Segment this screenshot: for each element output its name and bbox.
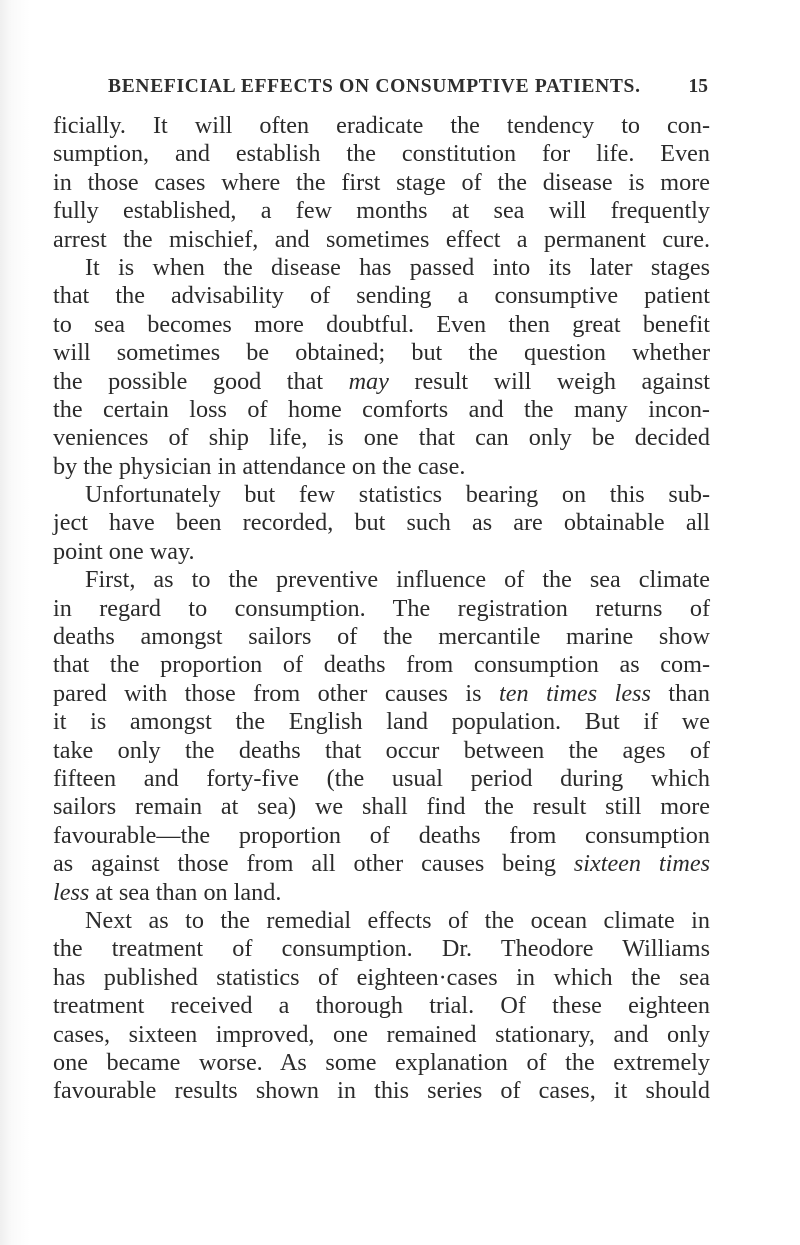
text-line: First, as to the preventive influence of the sea climate bbox=[85, 566, 710, 594]
text-segment: the possible good that bbox=[53, 367, 349, 395]
text-line: the treatment of consumption. Dr. Theodore Williams bbox=[53, 935, 710, 963]
text-line: by the physician in attendance on the case. bbox=[53, 452, 466, 480]
italic-emphasis: ten times less bbox=[499, 679, 651, 707]
text-line: will sometimes be obtained; but the question whether bbox=[53, 339, 710, 367]
text-line: that the advisability of sending a consumptive patient bbox=[53, 282, 710, 310]
text-line: fully established, a few months at sea will frequently bbox=[53, 197, 710, 225]
text-line: treatment received a thorough trial. Of these eighteen bbox=[53, 992, 710, 1020]
text-line: ficially. It will often eradicate the tendency to con- bbox=[53, 112, 710, 139]
italic-emphasis: sixteen times bbox=[573, 850, 710, 878]
text-line: veniences of ship life, is one that can only be decided bbox=[53, 424, 710, 452]
text-line: arrest the mischief, and sometimes effect a permanent cure. bbox=[53, 225, 710, 253]
text-line: it is amongst the English land population. But if we bbox=[53, 708, 710, 736]
text-line: It is when the disease has passed into its later stages bbox=[85, 253, 710, 281]
italic-emphasis: may bbox=[348, 367, 389, 395]
italic-emphasis: less bbox=[53, 878, 90, 906]
text-line: Unfortunately but few statistics bearing on this sub- bbox=[85, 481, 710, 509]
text-line: in regard to consumption. The registration returns of bbox=[53, 594, 710, 622]
text-line bbox=[53, 879, 710, 907]
text-line: Next as to the remedial effects of the ocean climate in bbox=[85, 906, 710, 934]
text-line bbox=[53, 368, 710, 396]
running-header bbox=[108, 76, 708, 100]
text-segment: pared with those from other causes is bbox=[53, 679, 500, 707]
text-segment: result will weigh against bbox=[388, 367, 710, 395]
text-segment: than bbox=[650, 679, 710, 707]
text-line: cases, sixteen improved, one remained stationary, and only bbox=[53, 1020, 710, 1048]
running-header-title: BENEFICIAL EFFECTS ON CONSUMPTIVE PATIENTS. bbox=[108, 76, 641, 97]
page-number: 15 bbox=[688, 76, 708, 97]
text-segment: at sea than on land. bbox=[89, 878, 282, 906]
text-line: the certain loss of home comforts and the many incon- bbox=[53, 395, 710, 423]
text-line: favourable—the proportion of deaths from consumption bbox=[53, 821, 710, 849]
text-line bbox=[53, 850, 710, 878]
text-segment: as against those from all other causes being bbox=[53, 850, 574, 878]
text-line: take only the deaths that occur between the ages of bbox=[53, 736, 710, 764]
text-line: sailors remain at sea) we shall find the result still more bbox=[53, 793, 710, 821]
text-line: to sea becomes more doubtful. Even then great benefit bbox=[53, 310, 710, 338]
body-text bbox=[53, 112, 710, 1106]
text-line: that the proportion of deaths from consumption as com- bbox=[53, 651, 710, 679]
text-line: one became worse. As some explanation of the extremely bbox=[53, 1048, 710, 1076]
text-line: point one way. bbox=[53, 537, 195, 565]
text-line: in those cases where the first stage of the disease is more bbox=[53, 168, 710, 196]
text-line: sumption, and establish the constitution for life. Even bbox=[53, 140, 710, 168]
text-line: fifteen and forty-five (the usual period during which bbox=[53, 764, 710, 792]
text-line: deaths amongst sailors of the mercantile marine show bbox=[53, 623, 710, 651]
text-line: favourable results shown in this series of cases, it should bbox=[53, 1077, 710, 1105]
text-line: ject have been recorded, but such as are obtainable all bbox=[53, 509, 710, 537]
text-line: has published statistics of eighteen·cases in which the sea bbox=[53, 963, 710, 991]
text-line bbox=[53, 680, 710, 708]
